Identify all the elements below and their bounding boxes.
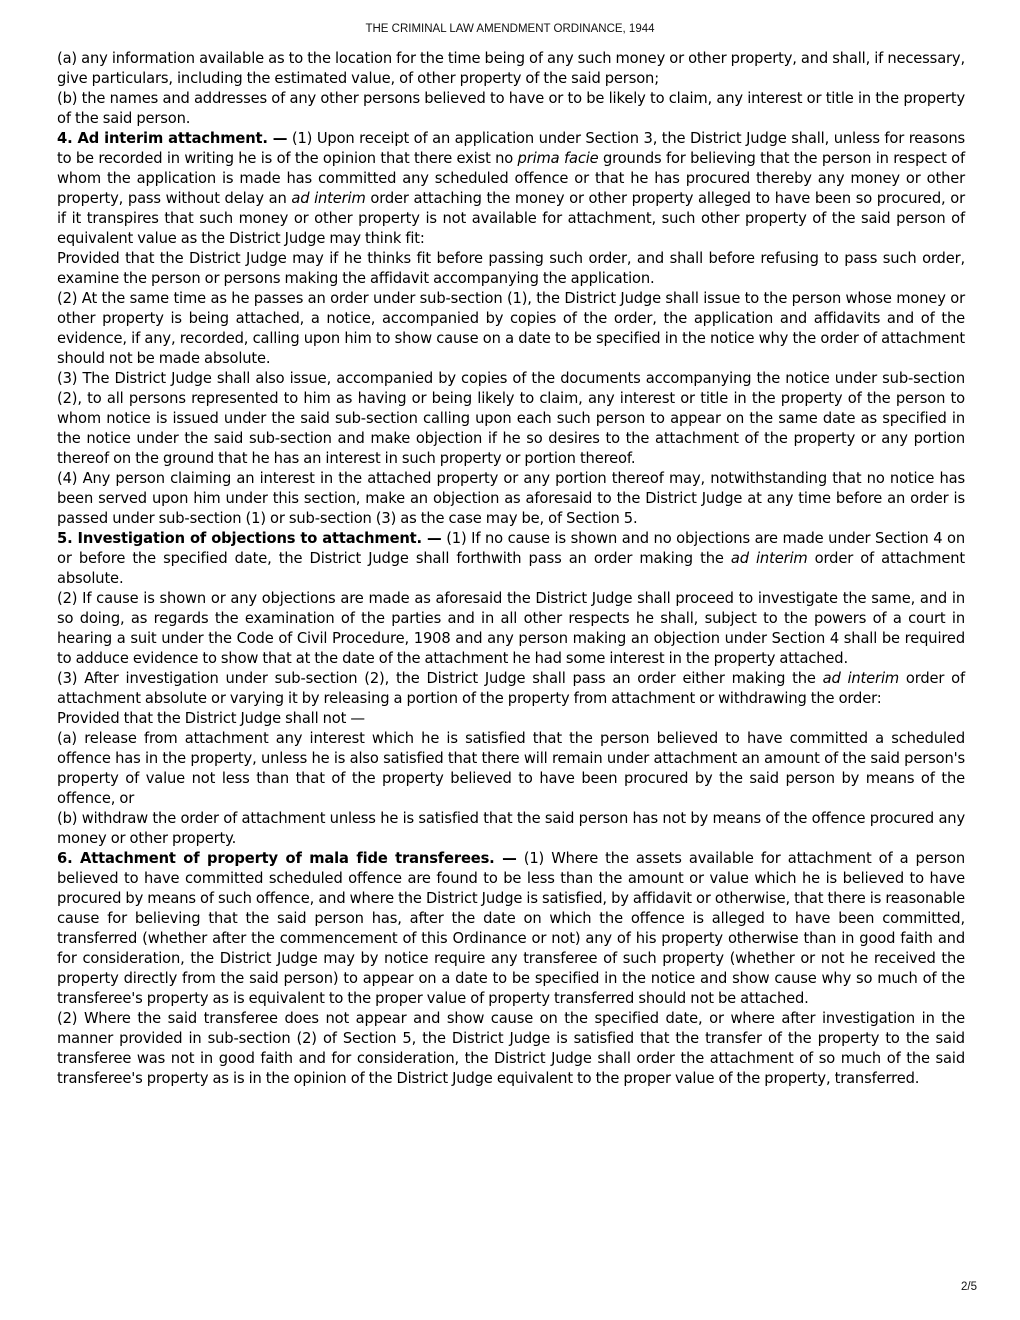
paragraph bbox=[57, 369, 965, 469]
paragraph-text: (a) any information available as to the location for the time being of any such money or other property, and shall, if necessary, give particulars, including the estimated value, of other property of the said person; bbox=[57, 50, 965, 87]
italic-term: ad interim bbox=[730, 550, 808, 567]
paragraph-text: (a) release from attachment any interest which he is satisfied that the person believed to have committed a scheduled offence has in the property, unless he is also satisfied that there will remain under attachment an amount of the said person's property of value not less than that of the property believed to have been procured by the said person by means of the offence, or bbox=[57, 730, 965, 807]
paragraph bbox=[57, 849, 965, 1009]
paragraph-text: order of attachment absolute or varying it by releasing a portion of the property from attachment or withdrawing the order: bbox=[57, 670, 965, 707]
paragraph bbox=[57, 249, 965, 289]
paragraph-text: (b) withdraw the order of attachment unless he is satisfied that the said person has not by means of the offence procured any money or other property. bbox=[57, 810, 965, 847]
paragraph-text: order of attachment absolute. bbox=[57, 550, 965, 587]
section-heading: 4. Ad interim attachment. — bbox=[57, 130, 288, 147]
paragraph bbox=[57, 669, 965, 709]
paragraph-text: (b) the names and addresses of any other persons believed to have or to be likely to claim, any interest or title in the property of the said person. bbox=[57, 90, 965, 127]
italic-term: prima facie bbox=[517, 150, 599, 167]
paragraph-text: grounds for believing that the person in respect of whom the application is made has committed any scheduled offence or that he has procured thereby any money or other property, pass without delay an bbox=[57, 150, 966, 207]
paragraph-text: (2) At the same time as he passes an order under sub-section (1), the District Judge shall issue to the person whose money or other property is being attached, a notice, accompanied by copies of the order, the application and affidavits and of the evidence, if any, recorded, calling upon him to show cause on a date to be specified in the notice why the order of attachment should not be made absolute. bbox=[57, 290, 965, 367]
paragraph-text: (1) Upon receipt of an application under Section 3, the District Judge shall, unless for reasons to be recorded in writing he is of the opinion that there exist no bbox=[57, 130, 965, 167]
paragraph bbox=[57, 1009, 965, 1089]
paragraph bbox=[57, 729, 965, 809]
paragraph bbox=[57, 529, 965, 589]
document-body bbox=[57, 49, 965, 1089]
paragraph bbox=[57, 589, 965, 669]
section-heading: 5. Investigation of objections to attachment. — bbox=[57, 530, 442, 547]
paragraph-text: Provided that the District Judge shall not — bbox=[57, 710, 365, 727]
paragraph bbox=[57, 469, 965, 529]
paragraph bbox=[57, 289, 965, 369]
paragraph bbox=[57, 809, 965, 849]
paragraph-text: (1) Where the assets available for attachment of a person believed to have committed scheduled offence are found to be less than the amount or value which he is believed to have procured by means of such offence, and where the District Judge is satisfied, by affidavit or otherwise, that there is reasonable cause for believing that the said person has, after the date on which the offence is alleged to have been committed, transferred (whether after the commencement of this Ordinance or not) any of his property otherwise than in good faith and for consideration, the District Judge may by notice require any transferee of such property (whether or not he received the property directly from the said person) to appear on a date to be specified in the notice and show cause why so much of the transferee's property as is equivalent to the proper value of property transferred should not be attached. bbox=[57, 850, 965, 1007]
paragraph-text: order attaching the money or other property alleged to have been so procured, or if it transpires that such money or other property is not available for attachment, such other property of the said person of equivalent value as the District Judge may think fit: bbox=[57, 190, 965, 247]
paragraph-text: (2) If cause is shown or any objections are made as aforesaid the District Judge shall proceed to investigate the same, and in so doing, as regards the examination of the parties and in all other respects he shall, subject to the powers of a court in hearing a suit under the Code of Civil Procedure, 1908 and any person making an objection under Section 4 shall be required to adduce evidence to show that at the date of the attachment he had some interest in the property attached. bbox=[57, 590, 965, 667]
paragraph bbox=[57, 49, 965, 89]
paragraph-text: (3) After investigation under sub-section (2), the District Judge shall pass an order either making the bbox=[57, 670, 823, 687]
page-header-title: THE CRIMINAL LAW AMENDMENT ORDINANCE, 1944 bbox=[365, 23, 655, 35]
paragraph-text: (3) The District Judge shall also issue, accompanied by copies of the documents accompanying the notice under sub-section (2), to all persons represented to him as having or being likely to claim, any interest or title in the property of the person to whom notice is issued under the said sub-section calling upon each such person to appear on the same date as specified in the notice under the said sub-section and make objection if he so desires to the attachment of the property or any portion thereof on the ground that he has an interest in such property or portion thereof. bbox=[57, 370, 965, 467]
paragraph bbox=[57, 89, 965, 129]
italic-term: ad interim bbox=[291, 190, 366, 207]
paragraph bbox=[57, 709, 965, 729]
paragraph-text: (1) If no cause is shown and no objections are made under Section 4 on or before the specified date, the District Judge shall forthwith pass an order making the bbox=[57, 530, 965, 567]
page-number: 2/5 bbox=[961, 1281, 977, 1293]
section-heading: 6. Attachment of property of mala fide transferees. — bbox=[57, 850, 517, 867]
italic-term: ad interim bbox=[822, 670, 900, 687]
paragraph bbox=[57, 129, 965, 249]
paragraph-text: Provided that the District Judge may if he thinks fit before passing such order, and shall before refusing to pass such order, examine the person or persons making the affidavit accompanying the application. bbox=[57, 250, 965, 287]
paragraph-text: (4) Any person claiming an interest in the attached property or any portion thereof may, notwithstanding that no notice has been served upon him under this section, make an objection as aforesaid to the District Judge at any time before an order is passed under sub-section (1) or sub-section (3) as the case may be, of Section 5. bbox=[57, 470, 965, 527]
paragraph-text: (2) Where the said transferee does not appear and show cause on the specified date, or where after investigation in the manner provided in sub-section (2) of Section 5, the District Judge is satisfied that the transfer of the property to the said transferee was not in good faith and for consideration, the District Judge shall order the attachment of so much of the said transferee's property as is in the opinion of the District Judge equivalent to the proper value of the property, transferred. bbox=[57, 1010, 965, 1087]
